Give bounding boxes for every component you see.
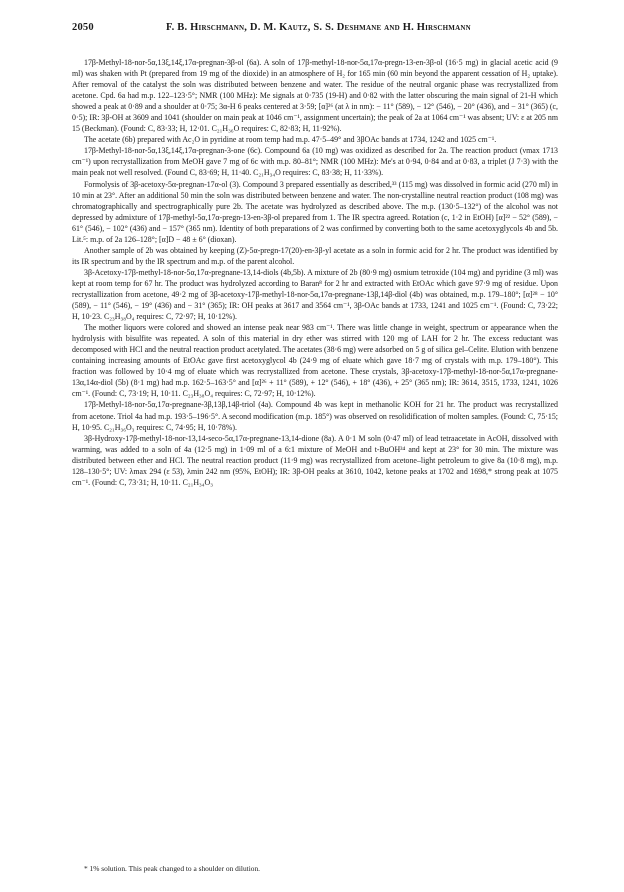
paragraph-6a: 17β-Methyl-18-nor-5α,13ξ,14ξ,17α-pregnan-3β-ol (6a). A soln of 17β-methyl-18-nor-5α,17α-pregn-13-en-3β-ol (16·5 mg) in glacial acetic acid (9 ml) was shaken with Pt (prepared from 19 mg of the dioxide) in an atmosphere of H₂ for 165 min (60 min beyond the apparent cessation of H₂ uptake). After removal of the catalyst the soln was distributed between benzene and water. The residue of the neutral organic phase was recrystallized from acetone. Cpd. 6a had m.p. 122–123·5°; NMR (100 MHz): Me signals at 0·735 (19-H) and 0·82 with the latter obscuring the main signal of 21-H which showed a peak at 0·89 and a shoulder at 0·75; 3α-H 6 peaks centered at 3·59; [α]²⁶ (at λ in nm): − 11° (589), − 12° (546), − 20° (436), and − 31° (365) (c, 0·5); IR: 3β-OH at 3609 and 1041 (shoulder on main peak at 1046 cm⁻¹, assignment uncertain); the peak of 2a at 1064 cm⁻¹ was absent; UV: ε at 205 nm 15 (Beckman). (Found: C, 83·33; H, 12·01. C₂₁H₃₆O requires: C, 82·83; H, 11·92%).	[72, 58, 558, 134]
paragraph-triol: 17β-Methyl-18-nor-5α,17α-pregnane-3β,13β,14β-triol (4a). Compound 4b was kept in methanolic KOH for 21 hr. The product was recrystallized from acetone. Triol 4a had m.p. 193·5–196·5°. A second modification (m.p. 185°) was observed on resolidification of molten samples. (Found: C, 75·15; H, 10·95. C₂₁H₃₆O₃ requires: C, 74·95; H, 10·78%).	[72, 400, 558, 432]
paragraph-another-sample: Another sample of 2b was obtained by keeping (Z)-5α-pregn-17(20)-en-3β-yl acetate as a soln in formic acid for 2 hr. The product was identified by its IR spectrum and by the IR spectrum and m.p. of the parent alcohol.	[72, 245, 558, 266]
running-authors: F. B. Hirschmann, D. M. Kautz, S. S. Deshmane and H. Hirschmann	[166, 22, 471, 33]
paragraph-6c: 17β-Methyl-18-nor-5α,13ξ,14ξ,17α-pregnan-3-one (6c). Compound 6a (10 mg) was oxidized as described for 2a. The reaction product (νmax 1713 cm⁻¹) upon recrystallization from MeOH gave 7 mg of 6c with m.p. 80–81°; NMR (100 MHz): Me's at 0·94, 0·84 and at 0·83, a triplet (J 7·3) with the main peak not well resolved. (Found C, 83·69; H, 11·40. C₂₁H₃₄O requires: C, 83·38; H, 11·33%).	[72, 146, 558, 178]
paragraph-diols: 3β-Acetoxy-17β-methyl-18-nor-5α,17α-pregnane-13,14-diols (4b,5b). A mixture of 2b (80·9 mg) osmium tetroxide (104 mg) and pyridine (3 ml) was kept at room temp for 67 hr. The product was hydrolyzed according to Baran⁸ for 2 hr and extracted with EtOAc which gave 97·9 mg of residue. Upon recrystallization from acetone, 49·2 mg of 3β-acetoxy-17β-methyl-18-nor-5α,17α-pregnane-13β,14β-diol (4b) was obtained, m.p. 179–180°; [α]²⁸ − 10° (589), − 11° (546), − 19° (436) and − 31° (365); IR: OH peaks at 3617 and 3564 cm⁻¹, 3β-OAc bands at 1733, 1241 and 1025 cm⁻¹. (Found: C, 73·22; H, 10·23. C₂₃H₃₈O₄ requires: C, 72·97; H, 10·12%).	[72, 267, 558, 322]
paragraph-6b: The acetate (6b) prepared with Ac₂O in pyridine at room temp had m.p. 47·5–49° and 3βOAc bands at 1734, 1242 and 1025 cm⁻¹.	[84, 135, 497, 145]
paragraph-formolysis: Formolysis of 3β-acetoxy-5α-pregnan-17α-ol (3). Compound 3 prepared essentially as described,³³ (115 mg) was dissolved in formic acid (270 ml) in 10 min at 23°. After an additional 50 min the soln was distributed between benzene and water. The non-crystalline neutral reaction product (108 mg) was chromatographically and spectrographically pure 2b. The acetate was hydrolyzed as described above. The m.p. (130·5–132°) of the alcohol was not depressed by admixture of 17β-methyl-5α,17α-pregn-13-en-3β-ol prepared from 1. The IR spectra agreed. Rotation (c, 1·2 in EtOH) [α]²² − 52° (589), − 61° (546), − 102° (436) and − 157° (365 nm). Identity of both preparations of 2 was confirmed by converting both to the same acetoxyglycols 4b and 5b. Lit.⁵: m.p. of 2a 126–128°; [α]D − 48 ± 6° (dioxan).	[72, 179, 558, 244]
running-header	[72, 22, 558, 36]
footnote: * 1% solution. This peak changed to a shoulder on dilution.	[84, 864, 260, 873]
page-number: 2050	[72, 22, 94, 33]
paragraph-seco-dione: 3β-Hydroxy-17β-methyl-18-nor-13,14-seco-5α,17α-pregnane-13,14-dione (8a). A 0·1 M soln (0·47 ml) of lead tetraacetate in AcOH, dissolved with warming, was added to a soln of 4a (12·5 mg) in 1·09 ml of a 6:1 mixture of MeOH and t-BuOH³⁴ and kept at 23° for 30 min. The mixture was distributed between ether and HCl. The neutral reaction product (11·9 mg) was recrystallized from acetone–light petroleum to give 8a (10·8 mg), m.p. 128–130·5°; UV: λmax 294 (ε 53), λmin 242 nm (95%, EtOH); IR: 3β-OH peaks at 3610, 1042, ketone peaks at 1702 and 1698,* strong peak at 1075 cm⁻¹. (Found: C, 73·31; H, 10·11. C₂₁H₃₄O₃	[72, 433, 558, 487]
article-body	[72, 57, 558, 488]
paragraph-mother-liquors: The mother liquors were colored and showed an intense peak near 983 cm⁻¹. There was little change in weight, spectrum or appearance when the hydrolysis with bisulfite was repeated. A soln of this material in dry ether was stirred with 120 mg of LAH for 2 hr. The excess reductant was decomposed with HCl and the neutral reaction product acetylated. The acetates (38·6 mg) were adsorbed on 5 g of silica gel–Celite. Elution with benzene containing increasing amounts of EtOAc gave first acetoxyglycol 4b (24·9 mg of eluate which gave 18·7 mg of crystals with m.p. 179–180°). This fraction was followed by 10·4 mg of eluate which was recrystallized from acetone. These crystals, 3β-acetoxy-17β-methyl-18-nor-5α,17α-pregnane-13α,14α-diol (5b) (8·1 mg) had m.p. 162·5–163·5° and [α]²⁶ + 11° (589), + 12° (546), + 18° (436), + 25° (365 nm); IR: 3614, 3515, 1733, 1241, 1026 cm⁻¹. (Found: C, 73·19; H, 10·11. C₂₃H₃₈O₄ requires: C, 72·97; H, 10·12%).	[72, 323, 558, 399]
